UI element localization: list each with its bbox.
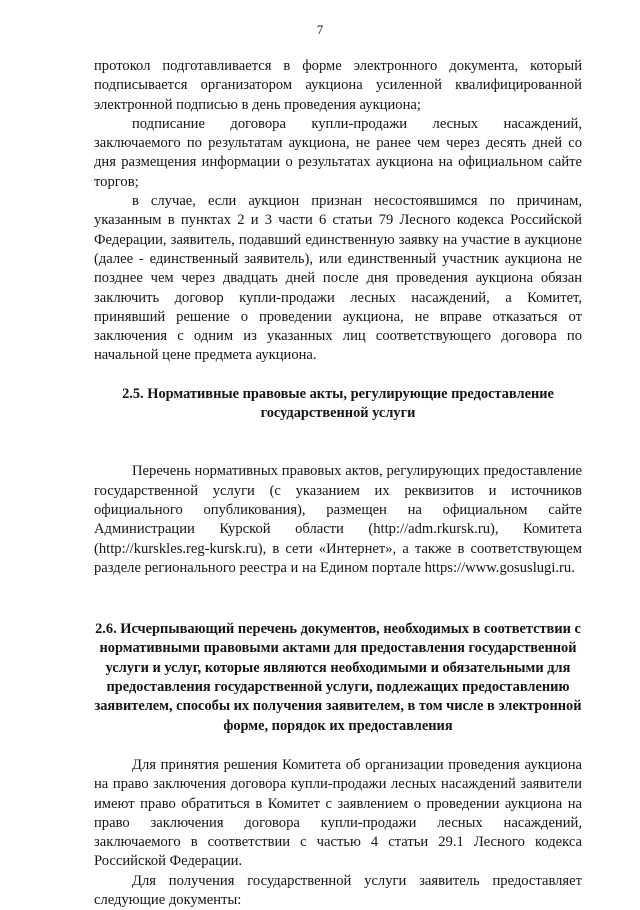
- section-2-5-paragraph: Перечень нормативных правовых актов, регулирующих предоставление государственной услуги (с указанием их реквизитов и источников официального опубликования), размещен на официальном сайте Администрации Курской области (http://adm.rkursk.ru), Комитета (http://kurskles.reg-kursk.ru), в сети «Интернет», а также в соответствующем разделе регионального реестра и на Едином портале https://www.gosuslugi.ru.: [94, 463, 582, 576]
- paragraph-protocol: протокол подготавливается в форме электронного документа, который подписывается организатором аукциона усиленной квалифицированной электронной подписью в день проведения аукциона;: [94, 58, 582, 113]
- paragraph-contract-signing: подписание договора купли-продажи лесных насаждений, заключаемого по результатам аукциона, не ранее чем через десять дней со дня размещения информации о результатах аукциона на официальном сайте торгов;: [94, 115, 582, 190]
- section-2-6-paragraph-documents: Для получения государственной услуги заявитель предоставляет следующие документы:: [94, 872, 582, 908]
- section-2-6-heading: 2.6. Исчерпывающий перечень документов, необходимых в соответствии с нормативными правовыми актами для предоставления государственной услуги и услуг, которые являются необходимыми и обязательными для предоставления государственной услуги, подлежащих предоставлению заявителем, способы их получения заявителем, в том числе в электронной форме, порядок их предоставления: [94, 621, 582, 734]
- section-2-5-heading: 2.5. Нормативные правовые акты, регулирующие предоставление государственной услуги: [122, 385, 554, 422]
- section-2-6-paragraph-application: Для принятия решения Комитета об организации проведения аукциона на право заключения договора купли-продажи лесных насаждений заявители имеют право обратиться в Комитет с заявлением о проведении аукциона на право заключения договора купли-продажи лесных насаждений, заключаемого в соответствии с частью 4 статьи 29.1 Лесного кодекса Российской Федерации.: [94, 756, 582, 870]
- paragraph-failed-auction: в случае, если аукцион признан несостоявшимся по причинам, указанным в пунктах 2 и 3 части 6 статьи 79 Лесного кодекса Российской Федерации, заявитель, подавший единственную заявку на участие в аукционе (далее - единственный заявитель), или единственный участник аукциона не позднее чем через двадцать дней после дня проведения аукциона обязан заключить договор купли-продажи лесных насаждений, а Комитет, принявший решение о проведении аукциона, не вправе отказаться от заключения с одним из указанных лиц соответствующего договора по начальной цене предмета аукциона.: [94, 193, 582, 364]
- page-content: [94, 57, 582, 910]
- page-number: 7: [316, 22, 324, 37]
